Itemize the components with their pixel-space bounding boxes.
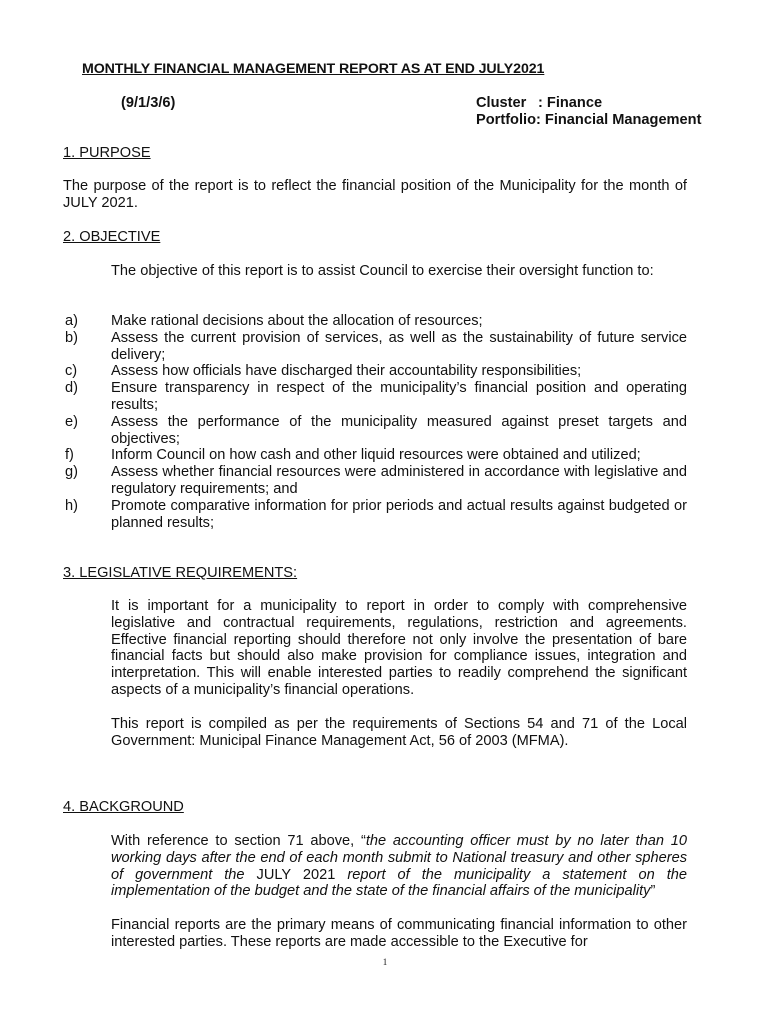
list-item <box>65 313 687 330</box>
list-marker: b) <box>65 329 78 346</box>
list-item <box>65 447 687 464</box>
background-quote-paragraph <box>111 833 687 900</box>
list-item-text: Ensure transparency in respect of the municipality’s financial position and operating results; <box>111 380 687 413</box>
list-item <box>65 380 687 414</box>
list-item-text: Inform Council on how cash and other liquid resources were obtained and utilized; <box>111 447 641 464</box>
cluster-portfolio-block <box>476 95 701 129</box>
list-marker: f) <box>65 447 74 464</box>
list-marker: e) <box>65 413 78 430</box>
page-number: 1 <box>382 957 388 967</box>
objective-intro: The objective of this report is to assist Council to exercise their oversight function to: <box>111 263 654 279</box>
legislative-paragraph-2: This report is compiled as per the requirements of Sections 54 and 71 of the Local Government: Municipal Finance Management Act, 56 of 2003 (MFMA). <box>111 716 687 749</box>
legislative-paragraph-1: It is important for a municipality to report in order to comply with comprehensive legislative and contractual requirements, regulations, restriction and agreements. Effective financial reporting should therefore not only involve the presentation of bare financial facts but should also make provision for compliance issues, integration and interpretation. This will enable interested parties to readily comprehend the significant aspects of a municipality’s financial operations. <box>111 598 687 698</box>
quote-italic-1: the accounting officer must by no later than 10 working days after the end of each month submit to National treasury and other spheres of government the <box>111 833 687 883</box>
quote-italic-2: report of the municipality a statement on the implementation of the budget and the state of the financial affairs of the municipality <box>111 866 687 900</box>
legislative-heading: 3. LEGISLATIVE REQUIREMENTS: <box>63 565 298 581</box>
report-title: MONTHLY FINANCIAL MANAGEMENT REPORT AS AT END JULY2021 <box>82 61 545 77</box>
list-item-text: Promote comparative information for prior periods and actual results against budgeted or planned results; <box>111 497 687 531</box>
objective-heading: 2. OBJECTIVE <box>63 229 161 245</box>
list-marker: h) <box>65 497 78 514</box>
portfolio-label: Portfolio <box>476 111 536 128</box>
list-item-text: Assess the performance of the municipality measured against preset targets and objectives; <box>111 413 687 447</box>
cluster-label: Cluster <box>476 95 527 111</box>
quote-lead: With reference to section 71 above, “ <box>111 833 366 849</box>
background-heading: 4. BACKGROUND <box>63 799 184 815</box>
background-paragraph-2: Financial reports are the primary means of communicating financial information to other interested parties. These reports are made accessible to the Executive for <box>111 917 687 950</box>
portfolio-row <box>476 112 701 129</box>
list-marker: g) <box>65 464 78 481</box>
list-item <box>65 464 687 498</box>
portfolio-value: : Financial Management <box>536 111 702 128</box>
list-item-text: Assess whether financial resources were administered in accordance with legislative and regulatory requirements; and <box>111 464 687 497</box>
cluster-row <box>476 95 701 112</box>
list-marker: d) <box>65 380 78 397</box>
reference-number: (9/1/3/6) <box>121 95 176 111</box>
list-item-text: Assess the current provision of services, as well as the sustainability of future service delivery; <box>111 329 687 363</box>
cluster-value: : Finance <box>538 95 603 111</box>
quote-plain: JULY 2021 <box>244 866 348 883</box>
purpose-heading: 1. PURPOSE <box>63 145 151 161</box>
list-item-text: Make rational decisions about the allocation of resources; <box>111 313 483 329</box>
list-marker: c) <box>65 363 78 380</box>
list-item <box>65 498 687 532</box>
purpose-text: The purpose of the report is to reflect the financial position of the Municipality for the month of JULY 2021. <box>63 178 687 211</box>
list-marker: a) <box>65 313 78 329</box>
list-item-text: Assess how officials have discharged their accountability responsibilities; <box>111 363 582 380</box>
list-item <box>65 330 687 364</box>
quote-end: ” <box>650 883 656 900</box>
list-item <box>65 363 687 380</box>
list-item <box>65 414 687 448</box>
objective-list <box>65 313 687 531</box>
